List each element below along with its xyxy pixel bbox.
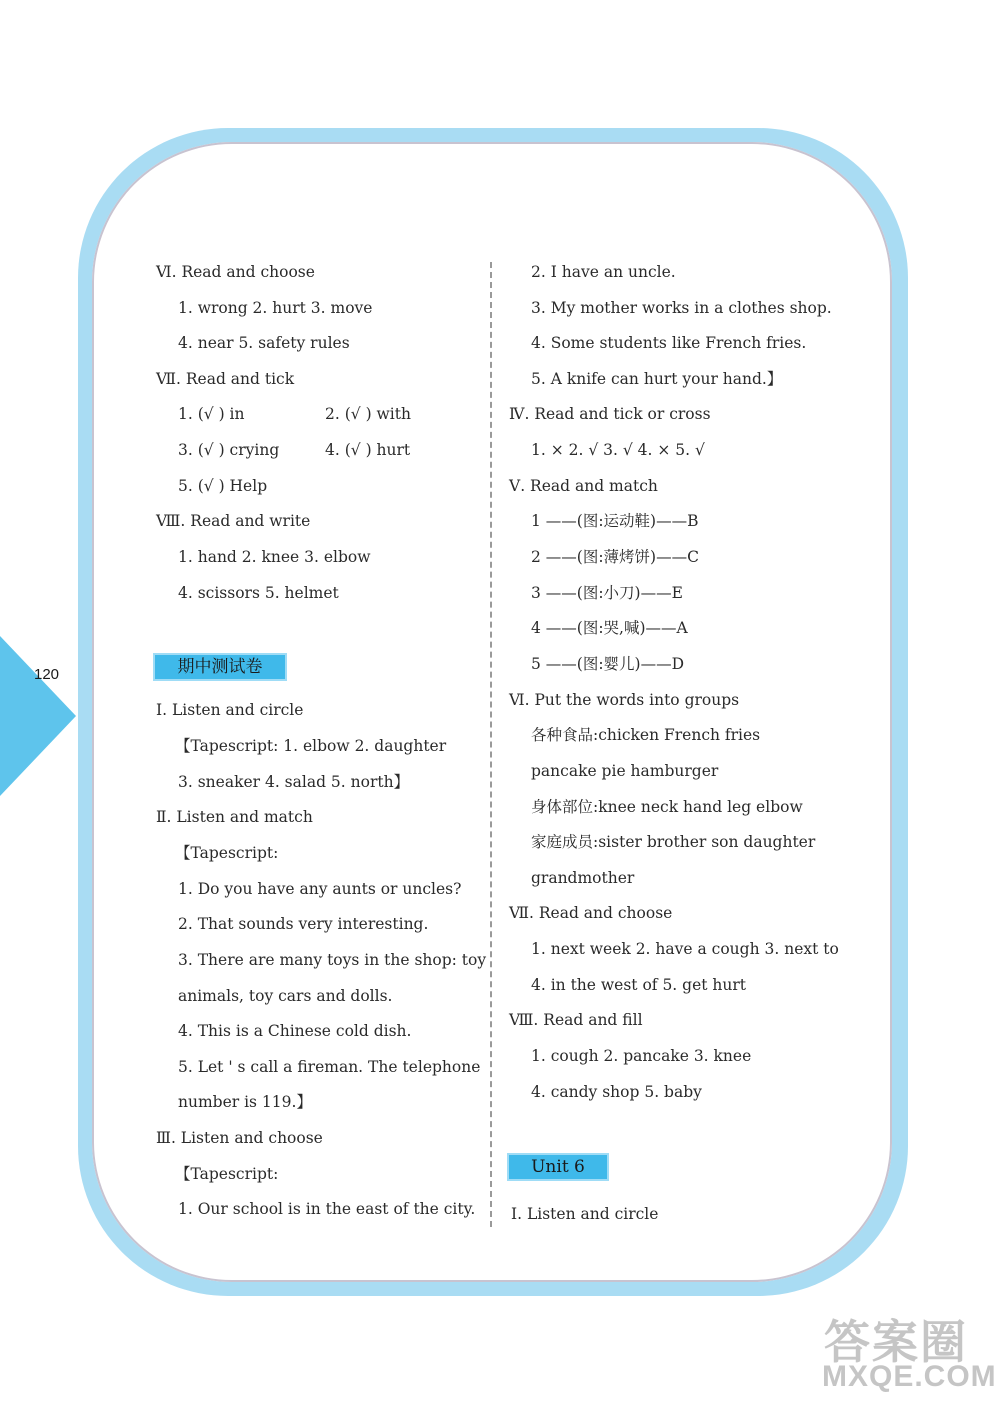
- answer-line: 4. near 5. safety rules: [178, 334, 350, 352]
- answer-line: 【Tapescript: 1. elbow 2. daughter: [175, 737, 447, 755]
- midterm-test-badge: 期中测试卷: [153, 653, 287, 681]
- page-number: 120: [34, 666, 60, 683]
- answer-line: 家庭成员:sister brother son daughter: [531, 833, 816, 851]
- answer-line: 【Tapescript:: [175, 844, 279, 862]
- answer-line: 3. sneaker 4. salad 5. north】: [178, 773, 410, 791]
- section-heading: Ⅶ. Read and choose: [509, 904, 673, 922]
- answer-line: 4. scissors 5. helmet: [178, 584, 339, 602]
- answer-line: 1. next week 2. have a cough 3. next to: [531, 940, 839, 958]
- answer-line: 4. (√ ) hurt: [325, 441, 411, 459]
- section-heading: Ⅷ. Read and fill: [509, 1011, 643, 1029]
- section-heading: Ⅶ. Read and tick: [156, 370, 295, 388]
- answer-line: pancake pie hamburger: [531, 762, 719, 780]
- answer-line: 3. There are many toys in the shop: toy: [178, 951, 487, 969]
- answer-line: 4. in the west of 5. get hurt: [531, 976, 747, 994]
- match-line: 4 ——(图:哭,喊)——A: [531, 619, 688, 637]
- unit-6-badge: Unit 6: [507, 1153, 609, 1181]
- section-heading: Ⅱ. Listen and match: [156, 808, 313, 826]
- answer-line: 4. Some students like French fries.: [531, 334, 807, 352]
- answer-line: 5. A knife can hurt your hand.】: [531, 370, 783, 388]
- section-heading: Ⅰ. Listen and circle: [511, 1205, 659, 1223]
- section-heading: Ⅴ. Read and match: [509, 477, 658, 495]
- answer-line: 4. This is a Chinese cold dish.: [178, 1022, 412, 1040]
- answer-line: 2. (√ ) with: [325, 405, 411, 423]
- page-number-tab: [0, 636, 76, 796]
- answer-line: 1. Do you have any aunts or uncles?: [178, 880, 462, 898]
- section-heading: Ⅰ. Listen and circle: [156, 701, 304, 719]
- answer-line: 3. My mother works in a clothes shop.: [531, 299, 832, 317]
- answer-line: 1. Our school is in the east of the city.: [178, 1200, 476, 1218]
- answer-line: 1. hand 2. knee 3. elbow: [178, 548, 371, 566]
- watermark-logo: [818, 1306, 997, 1398]
- section-heading: Ⅵ. Put the words into groups: [509, 691, 740, 709]
- section-heading: Ⅵ. Read and choose: [156, 263, 315, 281]
- section-heading: Ⅷ. Read and write: [156, 512, 311, 530]
- answer-line: 1. wrong 2. hurt 3. move: [178, 299, 373, 317]
- watermark-url: MXQE.COM: [822, 1360, 997, 1393]
- answer-line: grandmother: [531, 869, 635, 887]
- answer-line: 5. Let ' s call a fireman. The telephone: [178, 1058, 481, 1076]
- watermark-logo-text: 答案圈: [824, 1316, 968, 1368]
- answer-line: 【Tapescript:: [175, 1165, 279, 1183]
- answer-line: animals, toy cars and dolls.: [178, 987, 393, 1005]
- answer-line: 2. That sounds very interesting.: [178, 915, 429, 933]
- answer-line: 1. cough 2. pancake 3. knee: [531, 1047, 752, 1065]
- answer-line: 身体部位:knee neck hand leg elbow: [531, 798, 803, 816]
- section-heading: Ⅳ. Read and tick or cross: [509, 405, 711, 423]
- answer-line: 3. (√ ) crying: [178, 441, 280, 459]
- answer-line: 1. × 2. √ 3. √ 4. × 5. √: [531, 441, 705, 459]
- answer-line: 各种食品:chicken French fries: [531, 726, 761, 744]
- match-line: 3 ——(图:小刀)——E: [531, 584, 683, 602]
- answer-line: number is 119.】: [178, 1093, 312, 1111]
- match-line: 5 ——(图:婴儿)——D: [531, 655, 685, 673]
- answer-line: 2. I have an uncle.: [531, 263, 676, 281]
- match-line: 2 ——(图:薄烤饼)——C: [531, 548, 699, 566]
- answer-line: 5. (√ ) Help: [178, 477, 268, 495]
- answer-line: 1. (√ ) in: [178, 405, 245, 423]
- answer-line: 4. candy shop 5. baby: [531, 1083, 702, 1101]
- column-divider: [490, 262, 492, 1227]
- match-line: 1 ——(图:运动鞋)——B: [531, 512, 699, 530]
- section-heading: Ⅲ. Listen and choose: [156, 1129, 323, 1147]
